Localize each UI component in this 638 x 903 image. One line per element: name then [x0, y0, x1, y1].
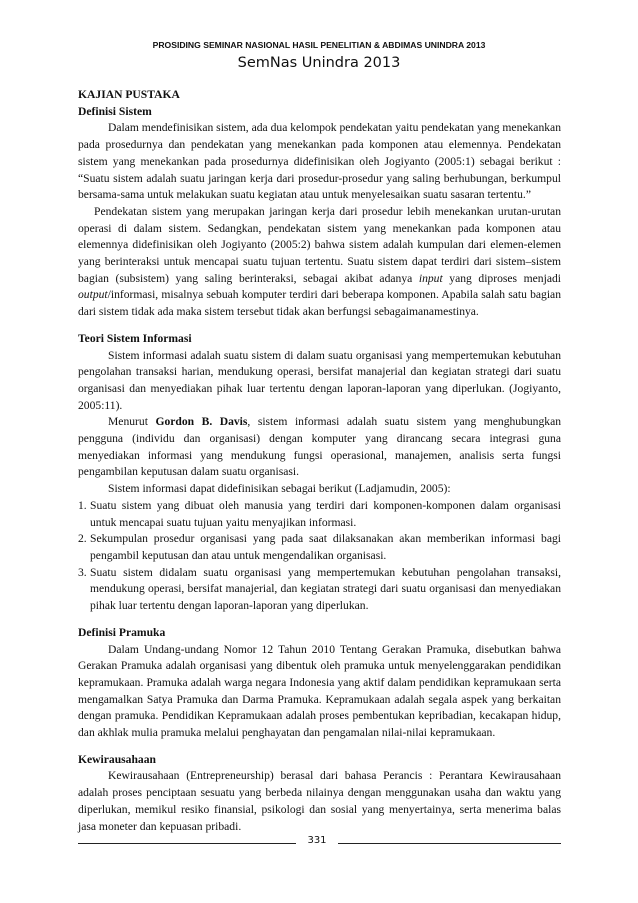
italic-term-input: input	[418, 271, 443, 285]
text-span: Menurut	[108, 415, 156, 429]
spacer	[78, 321, 561, 331]
footer-rule-left	[78, 843, 296, 844]
seminar-title: SemNas Unindra 2013	[237, 55, 401, 71]
text-span: Pendekatan sistem yang merupakan jaringan kerja dari prosedur lebih menekankan urutan-urutan operasi di dalam sistem. Sedangkan, pendekatan sistem yang menekankan pada komponen atau elemennya didefinisikan oleh Jogiyanto (2005:2) bahwa sistem adalah kumpulan dari elemen-elemen yang berinteraksi untuk mencapai suatu tujuan tertentu. Suatu sistem dapat terdiri dari sistem–sistem bagian (subsistem) yang saling berinteraksi, sebagai akibat adanya	[78, 204, 561, 285]
list-text: Suatu sistem yang dibuat oleh manusia yang terdiri dari komponen-komponen dalam organisasi untuk mencapai suatu tujuan yaitu menyajikan informasi.	[90, 498, 561, 529]
paragraph-tsi-3: Sistem informasi dapat didefinisikan sebagai berikut (Ladjamudin, 2005):	[108, 482, 451, 496]
list-text: Suatu sistem didalam suatu organisasi yang mempertemukan kebutuhan pengolahan transaksi, mendukung operasi, bersifat manajerial, dan kegiatan strategi dari suatu organisasi dan menyediakan pihak luar tertentu dengan laporan-laporan yang diperlukan.	[90, 565, 561, 613]
text-span: , sistem informasi adalah suatu sistem yang menghubungkan pengguna (individu dan organisasi) dengan komputer yang dirancang secara integrasi guna menyediakan informasi yang mendukung fungsi operasional, manajemen, analisis serta fungsi pengambilan keputusan dalam suatu organisasi.	[78, 415, 562, 479]
list-item	[78, 498, 561, 531]
paragraph-pramuka: Dalam Undang-undang Nomor 12 Tahun 2010 Tentang Gerakan Pramuka, disebutkan bahwa Gerakan Pramuka adalah organisasi yang dibentuk oleh pramuka untuk menyelenggarakan pendidikan kepramukaan. Pramuka adalah warga negara Indonesia yang aktif dalam pendidikan kepramukaan serta mengamalkan Satya Pramuka dan Darma Pramuka. Kepramukaan adalah segala aspek yang berkaitan dengan pramuka. Pendidikan Kepramukaan adalah proses pembentukan kepribadian, kecakapan hidup, dan akhlak mulia pramuka melalui penghayatan dan pengamalan nilai-nilai kepramukaan.	[78, 642, 561, 740]
list-text: Sekumpulan prosedur organisasi yang pada saat dilaksanakan akan memberikan informasi bagi pengambil keputusan dan atau untuk mengendalikan organisasi.	[90, 532, 561, 562]
text-span: yang diproses menjadi	[442, 271, 561, 285]
list-item	[78, 531, 561, 564]
list-number: 1.	[78, 498, 87, 512]
spacer	[78, 742, 561, 752]
paragraph-definisi-sistem-1: Dalam mendefinisikan sistem, ada dua kelompok pendekatan yaitu pendekatan yang menekankan pada prosedurnya dan pendekatan yang menekankan pada komponen atau elemennya. Pendekatan sistem yang menekankan pada prosedurnya didefinisikan oleh Jogiyanto (2005:1) sebagai berikut : “Suatu sistem adalah suatu jaringan kerja dari prosedur-prosedur yang saling berhubungan, berkumpul bersama-sama untuk melakukan suatu kegiatan atau untuk menyelesaikan suatu sasaran tertentu.”	[78, 121, 561, 202]
text-span: /informasi, misalnya sebuah komputer terdiri dari beberapa komponen. Apabila salah satu bagian dari sistem tidak ada maka sistem tersebut tidak akan berfungsi sebagaimanamestinya.	[78, 288, 561, 319]
proceedings-header: PROSIDING SEMINAR NASIONAL HASIL PENELITIAN & ABDIMAS UNINDRA 2013	[152, 40, 486, 50]
list-item	[78, 565, 561, 615]
list-number: 2.	[78, 532, 87, 546]
footer-rule-right	[338, 843, 561, 844]
page-footer	[78, 833, 561, 853]
list-number: 3.	[78, 565, 87, 579]
definition-list	[78, 498, 561, 615]
subheading-definisi-sistem: Definisi Sistem	[78, 104, 152, 118]
spacer	[78, 615, 561, 625]
page-body	[78, 87, 561, 835]
page-number: 331	[307, 835, 327, 846]
section-heading-teori-sistem-informasi: Teori Sistem Informasi	[78, 331, 192, 345]
section-heading-kewirausahaan: Kewirausahaan	[78, 752, 156, 766]
paragraph-kewirausahaan: Kewirausahaan (Entrepreneurship) berasal dari bahasa Perancis : Perantara Kewirausahaan adalah proses penciptaan sesuatu yang berbeda nilainya dengan menggunakan usaha dan waktu yang diperlukan, memikul resiko finansial, psikologi dan sosial yang menyertainya, serta menerima balas jasa moneter dan kepuasan pribadi.	[78, 769, 561, 833]
section-heading-definisi-pramuka: Definisi Pramuka	[78, 625, 166, 639]
paragraph-definisi-sistem-2	[78, 204, 561, 321]
paragraph-tsi-1: Sistem informasi adalah suatu sistem di dalam suatu organisasi yang mempertemukan kebutuhan pengolahan transaksi harian, mendukung operasi, bersifat manajerial dan kegiatan strategi dari suatu organisasi dan menyediakan pihak luar tertentu dengan laporan-laporan yang diperlukan. (Jogiyanto, 2005:11).	[78, 348, 561, 412]
paragraph-tsi-2	[78, 414, 561, 481]
section-heading-kajian: KAJIAN PUSTAKA	[78, 88, 180, 101]
italic-term-output: output	[78, 288, 108, 302]
author-name: Gordon B. Davis	[155, 415, 248, 429]
